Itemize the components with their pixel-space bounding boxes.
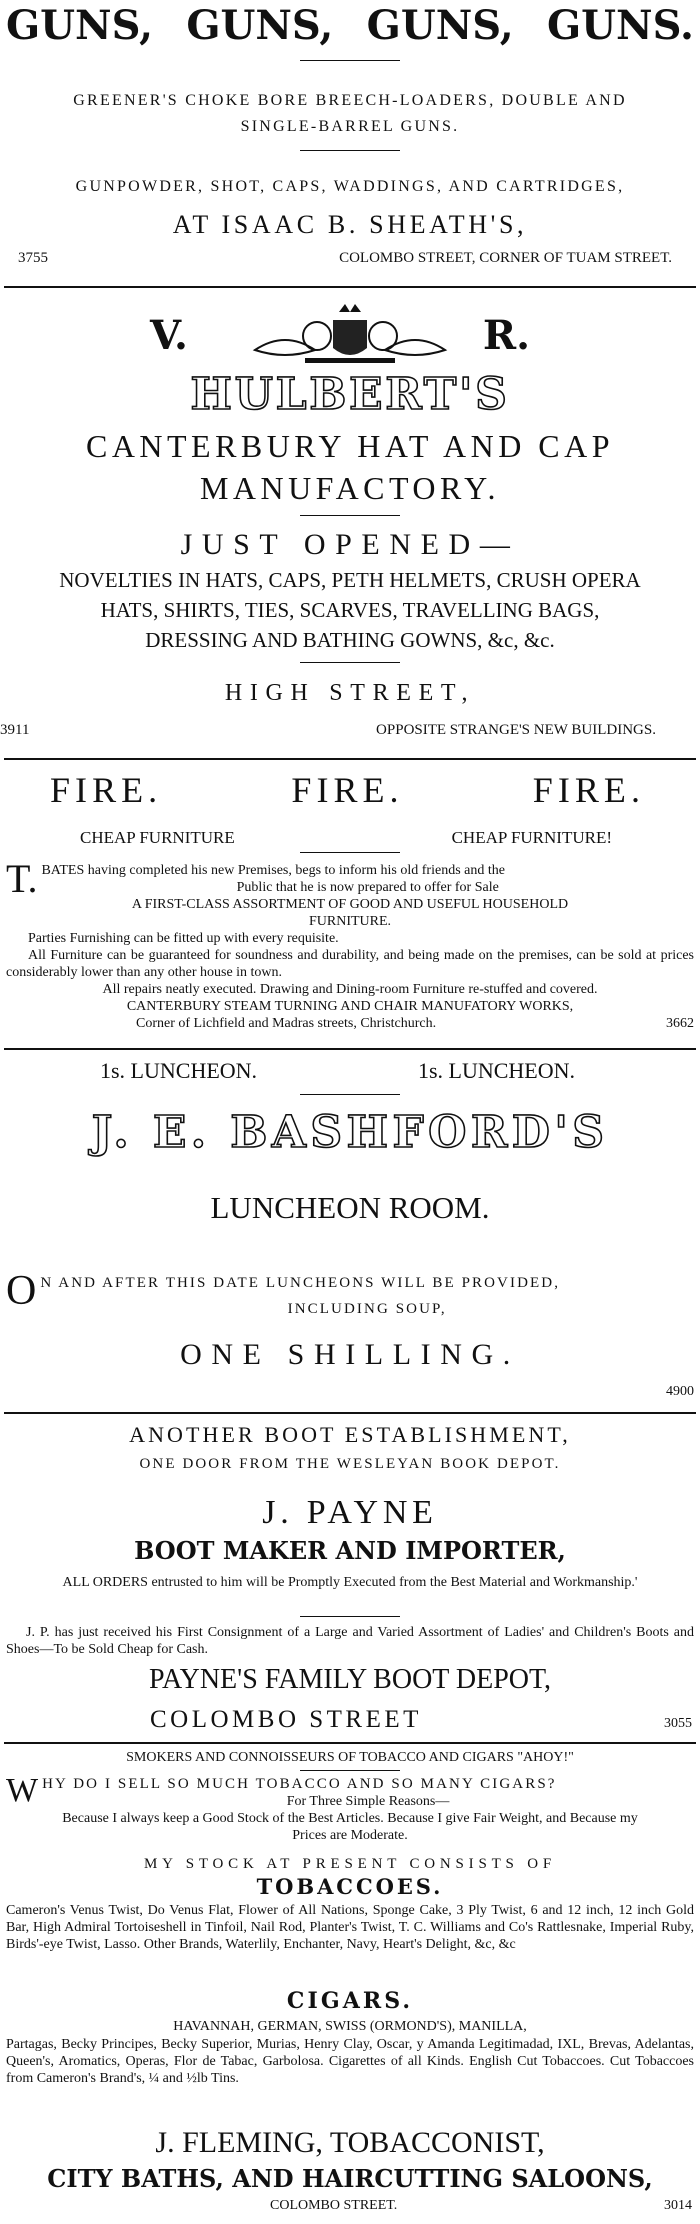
guns-advert bbox=[0, 0, 700, 50]
luncheon-price: ONE SHILLING. bbox=[180, 1338, 520, 1371]
guns-word: GUNS, bbox=[6, 2, 153, 49]
divider bbox=[300, 150, 400, 151]
tobacco-street: COLOMBO STREET. bbox=[270, 2198, 398, 2213]
divider bbox=[300, 1770, 400, 1771]
guns-footer bbox=[0, 250, 700, 267]
tobacco-r1: For Three Simple Reasons— bbox=[286, 1794, 450, 1809]
advert-separator bbox=[4, 1742, 696, 1744]
bashford-name: J. E. BASHFORD'S bbox=[91, 1107, 609, 1158]
luncheon-top-left: 1s. LUNCHEON. bbox=[100, 1058, 258, 1083]
fire-p8: CANTERBURY STEAM TURNING AND CHAIR MANUFATORY WORKS, bbox=[126, 999, 574, 1014]
divider bbox=[300, 1094, 400, 1095]
luncheon-l1: N AND AFTER THIS DATE LUNCHEONS WILL BE PROVIDED, bbox=[40, 1275, 561, 1291]
tobacco-footer bbox=[0, 2198, 700, 2214]
fire-cheap-row bbox=[0, 828, 700, 848]
boot-l1: ANOTHER BOOT ESTABLISHMENT, bbox=[129, 1422, 571, 1447]
guns-line1: GREENER'S CHOKE BORE BREECH-LOADERS, DOUBLE AND bbox=[73, 92, 627, 109]
fire-p2: Public that he is now prepared to offer for Sale bbox=[236, 880, 499, 895]
fire-cheap-right: CHEAP FURNITURE! bbox=[451, 828, 612, 847]
tobacco-top: SMOKERS AND CONNOISSEURS OF TOBACCO AND CIGARS "AHOY!" bbox=[126, 1750, 574, 1765]
fire-headline bbox=[0, 768, 700, 812]
fire-p1: BATES having completed his new Premises, begs to inform his old friends and the bbox=[41, 863, 505, 878]
advert-separator bbox=[4, 758, 696, 760]
payne-trade: BOOT MAKER AND IMPORTER, bbox=[134, 1536, 566, 1565]
divider bbox=[300, 852, 400, 853]
boot-l2: ONE DOOR FROM THE WESLEYAN BOOK DEPOT. bbox=[139, 1456, 561, 1472]
divider bbox=[300, 60, 400, 61]
guns-line3: GUNPOWDER, SHOT, CAPS, WADDINGS, AND CARTRIDGES, bbox=[75, 178, 625, 195]
fire-word: FIRE. bbox=[291, 770, 404, 810]
tobacco-stock: MY STOCK AT PRESENT CONSISTS OF bbox=[143, 1856, 557, 1872]
hulbert-address: OPPOSITE STRANGE'S NEW BUILDINGS. bbox=[376, 722, 656, 738]
fire-footer bbox=[6, 1015, 694, 1032]
fleming-name: J. FLEMING, TOBACCONIST, bbox=[155, 2126, 545, 2159]
luncheon-top-right: 1s. LUNCHEON. bbox=[417, 1058, 575, 1083]
guns-address: COLOMBO STREET, CORNER OF TUAM STREET. bbox=[339, 250, 672, 266]
boot-depot: PAYNE'S FAMILY BOOT DEPOT, bbox=[148, 1664, 552, 1695]
luncheon-room: LUNCHEON ROOM. bbox=[210, 1190, 490, 1225]
divider bbox=[300, 1616, 400, 1617]
ref-number: 4900 bbox=[666, 1384, 694, 1399]
luncheon-body bbox=[0, 1270, 700, 1322]
cigars-kinds: HAVANNAH, GERMAN, SWISS (ORMOND'S), MANILLA, bbox=[173, 2019, 527, 2034]
tobacco-question: HY DO I SELL SO MUCH TOBACCO AND SO MANY CIGARS? bbox=[42, 1776, 557, 1792]
luncheon-l2: INCLUDING SOUP, bbox=[287, 1301, 447, 1317]
tobacco-body bbox=[0, 1772, 700, 1844]
hulbert-street: HIGH STREET, bbox=[224, 680, 476, 706]
hulbert-items2: HATS, SHIRTS, TIES, SCARVES, TRAVELLING BAGS, bbox=[100, 598, 600, 622]
hulbert-items1: NOVELTIES IN HATS, CAPS, PETH HELMETS, CRUSH OPERA bbox=[59, 568, 641, 592]
hulbert-name: HULBERT'S bbox=[190, 369, 510, 420]
guns-word: GUNS, bbox=[186, 2, 334, 49]
fire-word: FIRE. bbox=[532, 770, 645, 810]
ref-number: 3911 bbox=[0, 722, 30, 738]
ref-number: 3755 bbox=[18, 250, 48, 266]
guns-headline bbox=[6, 0, 694, 50]
tobacco-list: Cameron's Venus Twist, Do Venus Flat, Flower of All Nations, Sponge Cake, 3 Ply Twist, 6 and 12 inch, 12 inch Gold Bar, High Admiral Tortoiseshell in Tinfoil, Nail Rod, Planter's Twist, T. C. Williams and Co's Rattlesnake, Imperial Ruby, Birds'-eye Twist, Lasso. Other Brands, Waterlily, Enchanter, Navy, Heart's Delight, &c, &c bbox=[6, 1903, 694, 1952]
guns-word: GUNS. bbox=[546, 2, 694, 49]
hulbert-r: R. bbox=[482, 312, 530, 359]
boot-street: COLOMBO STREET bbox=[150, 1706, 422, 1733]
hulbert-opened: JUST OPENED— bbox=[180, 528, 520, 561]
fleming-baths: CITY BATHS, AND HAIRCUTTING SALOONS, bbox=[47, 2164, 653, 2193]
tobacco-head: TOBACCOES. bbox=[256, 1874, 444, 1899]
advert-separator bbox=[4, 1048, 696, 1050]
luncheon-dropcap: O bbox=[6, 1268, 37, 1314]
fire-p6: All Furniture can be guaranteed for soundness and durability, and being made on the premises, can be sold at prices considerably lower than any other house in town. bbox=[6, 948, 694, 980]
divider bbox=[300, 662, 400, 663]
fire-word: FIRE. bbox=[50, 770, 163, 810]
luncheon-top-row bbox=[0, 1058, 700, 1084]
divider bbox=[300, 515, 400, 516]
fire-p7: All repairs neatly executed. Drawing and Dining-room Furniture re-stuffed and covered. bbox=[102, 982, 598, 997]
guns-word: GUNS, bbox=[366, 2, 514, 49]
payne-name: J. PAYNE bbox=[262, 1494, 438, 1531]
advert-separator bbox=[4, 286, 696, 288]
fire-p9: Corner of Lichfield and Madras streets, Christchurch. bbox=[136, 1016, 437, 1031]
boot-p1: ALL ORDERS entrusted to him will be Promptly Executed from the Best Material and Workmanship.' bbox=[62, 1575, 638, 1590]
fire-body bbox=[0, 856, 700, 1032]
luncheon-ref bbox=[0, 1384, 700, 1400]
advert-separator bbox=[4, 1412, 696, 1414]
boot-footer bbox=[0, 1706, 700, 1734]
hulbert-footer bbox=[0, 722, 700, 739]
boot-p2: J. P. has just received his First Consignment of a Large and Varied Assortment of Ladies' and Children's Boots and Shoes—To be Sold Cheap for Cash. bbox=[6, 1625, 694, 1657]
guns-merchant: AT ISAAC B. SHEATH'S, bbox=[172, 210, 528, 239]
fire-cheap-left: CHEAP FURNITURE bbox=[80, 828, 235, 847]
cigars-head: CIGARS. bbox=[286, 1988, 414, 2014]
fire-p4: FURNITURE. bbox=[308, 914, 392, 929]
hulbert-title1: CANTERBURY HAT AND CAP bbox=[86, 428, 614, 464]
ref-number: 3055 bbox=[664, 1716, 692, 1731]
hulbert-title2: MANUFACTORY. bbox=[199, 470, 501, 506]
fire-p5: Parties Furnishing can be fitted up with every requisite. bbox=[28, 931, 339, 946]
cigars-list: Partagas, Becky Principes, Becky Superior, Murias, Henry Clay, Oscar, y Amanda Legitimadad, IXL, Brevas, Adelantas, Queen's, Aromatics, Operas, Flor de Tabac, Garbolosa. Cigarettes of all Kinds. English Cut Tobaccoes. Cut Tobaccoes from Cameron's Brand's, ¼ and ½lb Tins. bbox=[6, 2037, 694, 2086]
tobacco-r2: Because I always keep a Good Stock of the Best Articles. Because I give Fair Weight, and Because my Prices are Moderate. bbox=[62, 1811, 638, 1843]
ref-number: 3662 bbox=[666, 1016, 694, 1031]
fire-p3: A FIRST-CLASS ASSORTMENT OF GOOD AND USEFUL HOUSEHOLD bbox=[131, 897, 569, 912]
fire-dropcap: T. bbox=[6, 856, 38, 901]
hulbert-v: V. bbox=[150, 312, 188, 359]
ref-number: 3014 bbox=[664, 2198, 692, 2213]
tobacco-dropcap: W bbox=[6, 1772, 39, 1809]
hulbert-items3: DRESSING AND BATHING GOWNS, &c, &c. bbox=[145, 628, 555, 652]
royal-arms-emblem bbox=[245, 300, 455, 368]
guns-line2: SINGLE-BARREL GUNS. bbox=[240, 118, 460, 135]
